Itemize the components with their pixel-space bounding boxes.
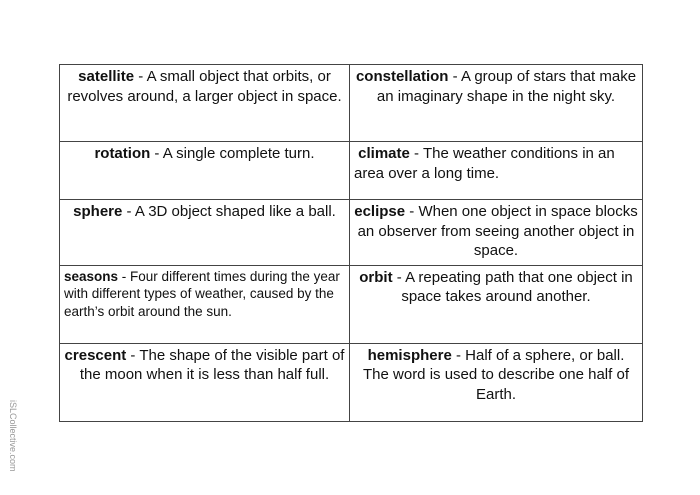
- vocab-card-rotation: [60, 142, 350, 200]
- separator: -: [448, 68, 461, 85]
- separator: -: [409, 145, 423, 162]
- table-row: [60, 265, 643, 343]
- definition: A repeating path that one object in space takes around another.: [401, 268, 633, 305]
- vocabulary-table: [59, 64, 643, 422]
- separator: -: [134, 68, 147, 85]
- definition: The weather conditions in an area over a long time.: [354, 145, 615, 182]
- table-row: [60, 343, 643, 421]
- definition: Half of a sphere, or ball. The word is used to describe one half of Earth.: [363, 346, 629, 403]
- term: rotation: [94, 145, 151, 162]
- vocab-card-satellite: [60, 65, 350, 142]
- definition: The shape of the visible part of the moon when it is less than half full.: [79, 346, 345, 383]
- definition: A small object that orbits, or revolves around, a larger object in space.: [67, 68, 342, 105]
- definition: A 3D object shaped like a ball.: [134, 203, 336, 220]
- term: seasons: [64, 268, 119, 284]
- vocab-card-seasons: [60, 265, 350, 343]
- separator: -: [150, 145, 163, 162]
- vocab-card-crescent: [60, 343, 350, 421]
- term: eclipse: [354, 203, 406, 220]
- separator: -: [126, 346, 140, 364]
- separator: -: [392, 268, 406, 286]
- term: hemisphere: [367, 346, 452, 364]
- table-row: [60, 142, 643, 200]
- definition: When one object in space blocks an observer from seeing another object in space.: [357, 203, 638, 259]
- separator: -: [118, 268, 131, 284]
- definition: Four different times during the year with different types of weather, caused by the earth’s orbit around the sun.: [64, 268, 340, 319]
- term: crescent: [64, 346, 127, 364]
- definition: A group of stars that make an imaginary shape in the night sky.: [376, 68, 637, 105]
- vocab-card-climate: [350, 142, 643, 200]
- table-row: [60, 65, 643, 142]
- term: constellation: [355, 68, 449, 85]
- vocab-card-orbit: [350, 265, 643, 343]
- vocab-card-constellation: [350, 65, 643, 142]
- watermark: iSLCollective.com: [8, 400, 18, 472]
- separator: -: [451, 346, 466, 364]
- vocab-card-eclipse: [350, 200, 643, 266]
- term: climate: [358, 145, 410, 162]
- term: satellite: [78, 68, 135, 85]
- separator: -: [405, 203, 419, 220]
- term: orbit: [359, 268, 393, 286]
- vocab-card-hemisphere: [350, 343, 643, 421]
- table-row: [60, 200, 643, 266]
- vocab-card-sphere: [60, 200, 350, 266]
- term: sphere: [73, 203, 123, 220]
- separator: -: [122, 203, 135, 220]
- definition: A single complete turn.: [162, 145, 315, 162]
